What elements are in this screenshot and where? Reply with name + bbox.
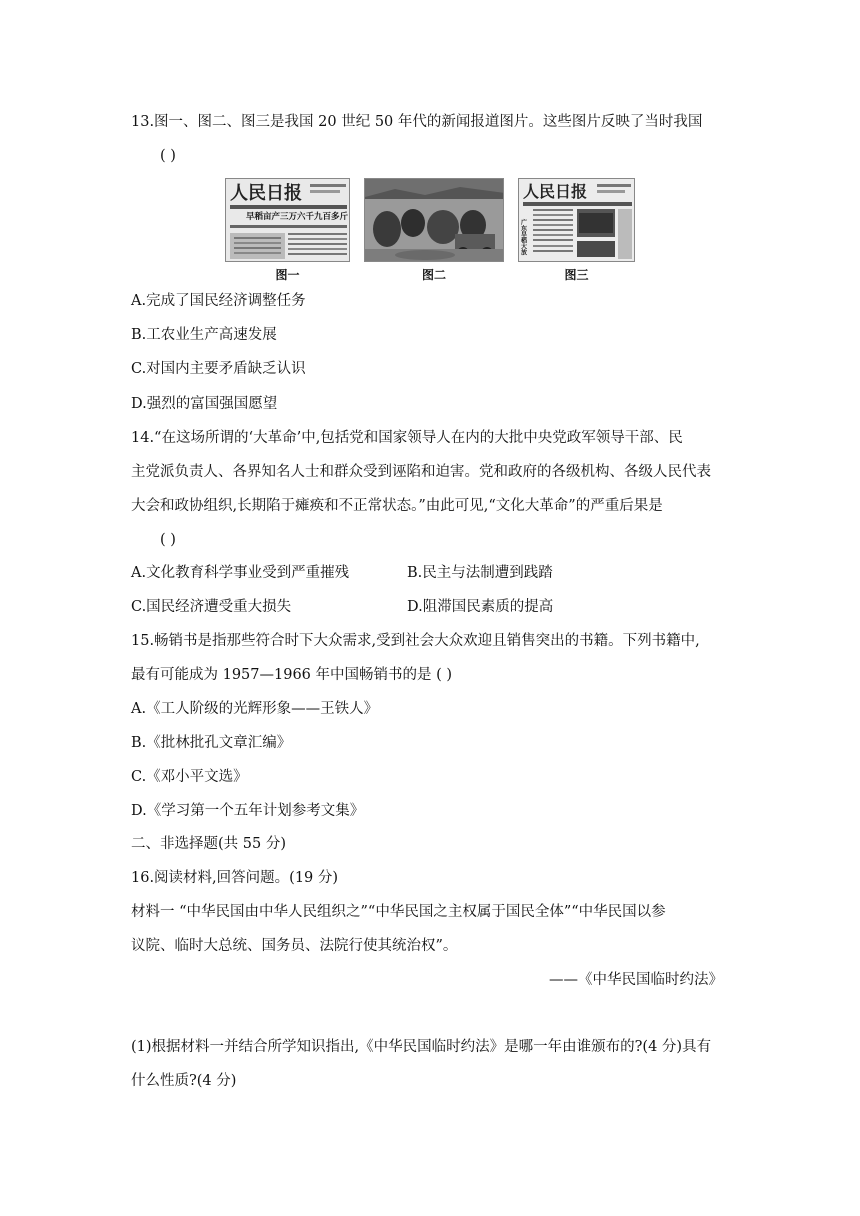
q16-material-line-2: 议院、临时大总统、国务员、法院行使其统治权”。 (131, 938, 458, 954)
q13-figures (225, 178, 635, 284)
q14-stem-line-3: 大会和政协组织,长期陷于瘫痪和不正常状态。”由此可见,“文化大革命”的严重后果是 (131, 498, 663, 514)
q16-question-line-1: (1)根据材料一并结合所学知识指出,《中华民国临时约法》是哪一年由谁颁布的?(4 分)具有 (131, 1039, 712, 1055)
figure-3 (518, 178, 635, 283)
q16-question-line-2: 什么性质?(4 分) (131, 1073, 237, 1089)
q13-option-d: D.强烈的富国强国愿望 (131, 396, 278, 412)
section-heading: 二、非选择题(共 55 分) (131, 836, 286, 852)
q14-stem-line-1: 14.“在这场所谓的‘大革命’中,包括党和国家领导人在内的大批中央党政军领导干部、民 (131, 430, 683, 446)
figure-3-masthead: 人民日报 (523, 182, 588, 201)
q15-option-b: B.《批林批孔文章汇编》 (131, 735, 292, 751)
q15-option-c: C.《邓小平文选》 (131, 769, 248, 785)
figure-1-caption: 图一 (275, 268, 300, 282)
figure-2-caption: 图二 (421, 268, 446, 282)
figure-2 (364, 178, 504, 283)
q16-material-line-1: 材料一 “中华民国由中华人民组织之”“中华民国之主权属于国民全体”“中华民国以参 (131, 904, 666, 920)
q14-option-c: C.国民经济遭受重大损失 (131, 599, 292, 615)
figure-1 (225, 178, 350, 283)
figure-1-headline: 早稻亩产三万六千九百多斤 (246, 212, 349, 222)
q16-stem: 16.阅读材料,回答问题。(19 分) (131, 870, 339, 886)
figure-2-photo-image (364, 178, 504, 262)
figure-3-newspaper-image (518, 178, 635, 262)
figure-3-caption: 图三 (564, 268, 589, 282)
q14-option-b: B.民主与法制遭到践踏 (407, 565, 553, 581)
q13-answer-blank: ( ) (160, 148, 176, 164)
figure-1-newspaper-image (225, 178, 350, 262)
q13-option-b: B.工农业生产高速发展 (131, 327, 277, 343)
q14-option-a: A.文化教育科学事业受到严重摧残 (131, 565, 350, 581)
q15-option-a: A.《工人阶级的光辉形象——王铁人》 (131, 701, 379, 717)
q15-stem-line-1: 15.畅销书是指那些符合时下大众需求,受到社会大众欢迎且销售突出的书籍。下列书籍中, (131, 633, 700, 649)
q13-option-c: C.对国内主要矛盾缺乏认识 (131, 361, 306, 377)
figure-3-side-text: 广东早稻大放 (519, 219, 527, 255)
q15-stem-line-2: 最有可能成为 1957—1966 年中国畅销书的是 ( ) (131, 667, 453, 683)
figure-1-masthead: 人民日报 (230, 183, 302, 204)
q13-stem: 13.图一、图二、图三是我国 20 世纪 50 年代的新闻报道图片。这些图片反映了当时我国 (131, 114, 703, 130)
q14-stem-line-2: 主党派负责人、各界知名人士和群众受到诬陷和迫害。党和政府的各级机构、各级人民代表 (131, 464, 711, 480)
q14-answer-blank: ( ) (160, 532, 176, 548)
q13-option-a: A.完成了国民经济调整任务 (131, 293, 306, 309)
q14-option-d: D.阻滞国民素质的提高 (407, 599, 554, 615)
q16-material-source: ——《中华民国临时约法》 (549, 972, 723, 988)
q15-option-d: D.《学习第一个五年计划参考文集》 (131, 803, 365, 819)
